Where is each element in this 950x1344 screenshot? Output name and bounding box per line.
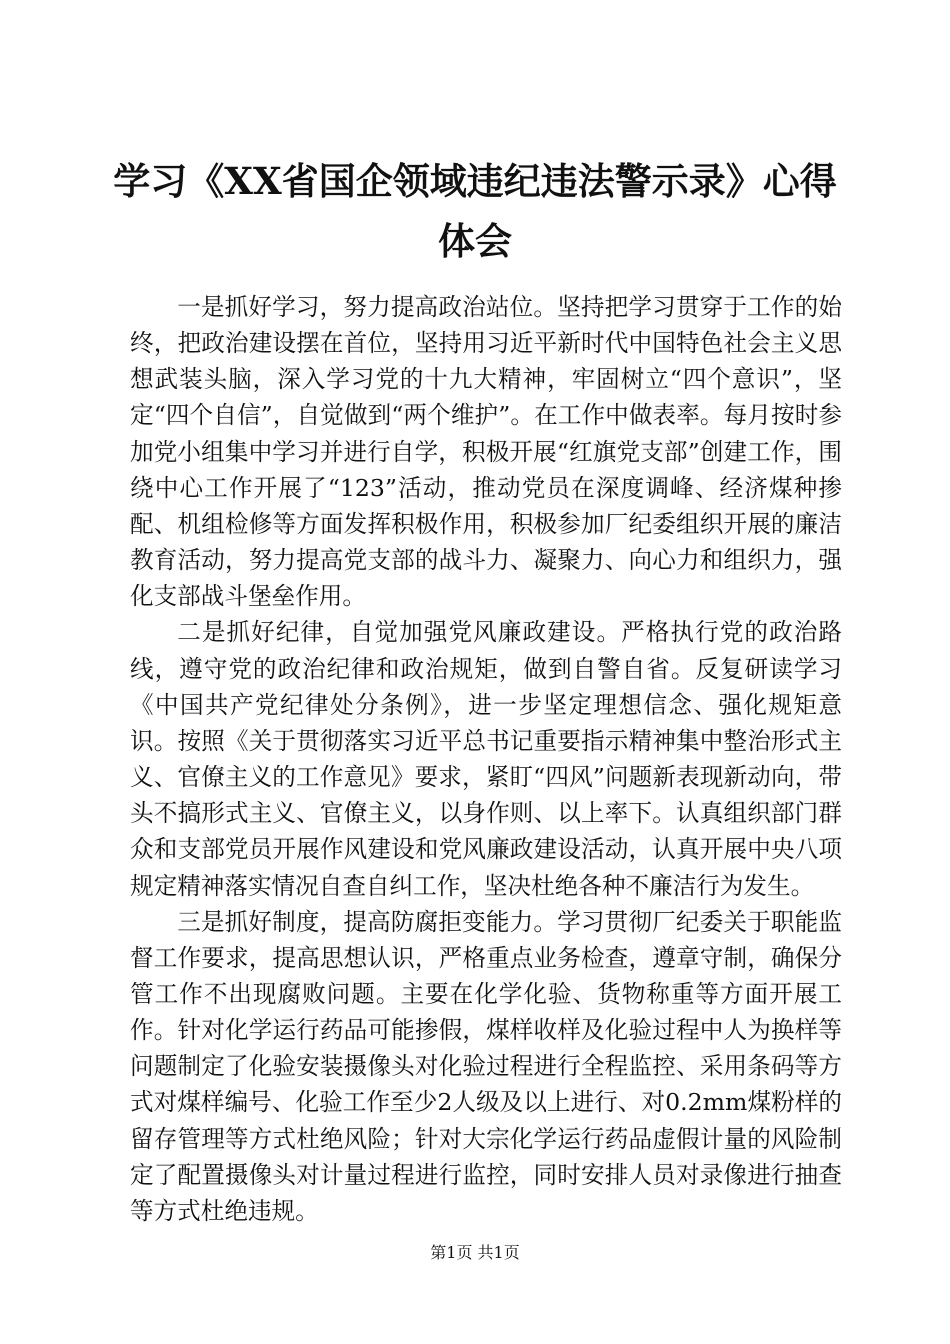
document-title-line-1: 学习《XX省国企领域违纪违法警示录》心得	[113, 159, 837, 203]
paragraph-system: 三是抓好制度，提高防腐拒变能力。学习贯彻厂纪委关于职能监督工作要求，提高思想认识，严格重点业务检查，遵章守制，确保分管工作不出现腐败问题。主要在化学化验、货物称重等方面开展工作。针对化学运行药品可能掺假，煤样收样及化验过程中人为换样等问题制定了化验安装摄像头对化验过程进行全程监控、采用条码等方式对煤样编号、化验工作至少2人级及以上进行、对0.2mm煤粉样的留存管理等方式杜绝风险；针对大宗化学运行药品虚假计量的风险制定了配置摄像头对计量过程进行监控，同时安排人员对录像进行抽查等方式杜绝违规。	[130, 907, 842, 1225]
paragraph-study: 一是抓好学习，努力提高政治站位。坚持把学习贯穿于工作的始终，把政治建设摆在首位，坚持用习近平新时代中国特色社会主义思想武装头脑，深入学习党的十九大精神，牢固树立“四个意识”，坚定“四个自信”，自觉做到“两个维护”。在工作中做表率。每月按时参加党小组集中学习并进行自学，积极开展“红旗党支部”创建工作，围绕中心工作开展了“123”活动，推动党员在深度调峰、经济煤种掺配、机组检修等方面发挥积极作用，积极参加厂纪委组织开展的廉洁教育活动，努力提高党支部的战斗力、凝聚力、向心力和组织力，强化支部战斗堡垒作用。	[130, 293, 842, 611]
document-body	[130, 289, 842, 1229]
document-title-line-2: 体会	[438, 219, 512, 263]
paragraph-discipline: 二是抓好纪律，自觉加强党风廉政建设。严格执行党的政治路线，遵守党的政治纪律和政治规矩，做到自警自省。反复研读学习《中国共产党纪律处分条例》，进一步坚定理想信念、强化规矩意识。按照《关于贯彻落实习近平总书记重要指示精神集中整治形式主义、官僚主义的工作意见》要求，紧盯“四风”问题新表现新动向，带头不搞形式主义、官僚主义，以身作则、以上率下。认真组织部门群众和支部党员开展作风建设和党风廉政建设活动，认真开展中央八项规定精神落实情况自查自纠工作，坚决杜绝各种不廉洁行为发生。	[130, 618, 842, 900]
page-footer: 第1页 共1页	[430, 1243, 520, 1262]
